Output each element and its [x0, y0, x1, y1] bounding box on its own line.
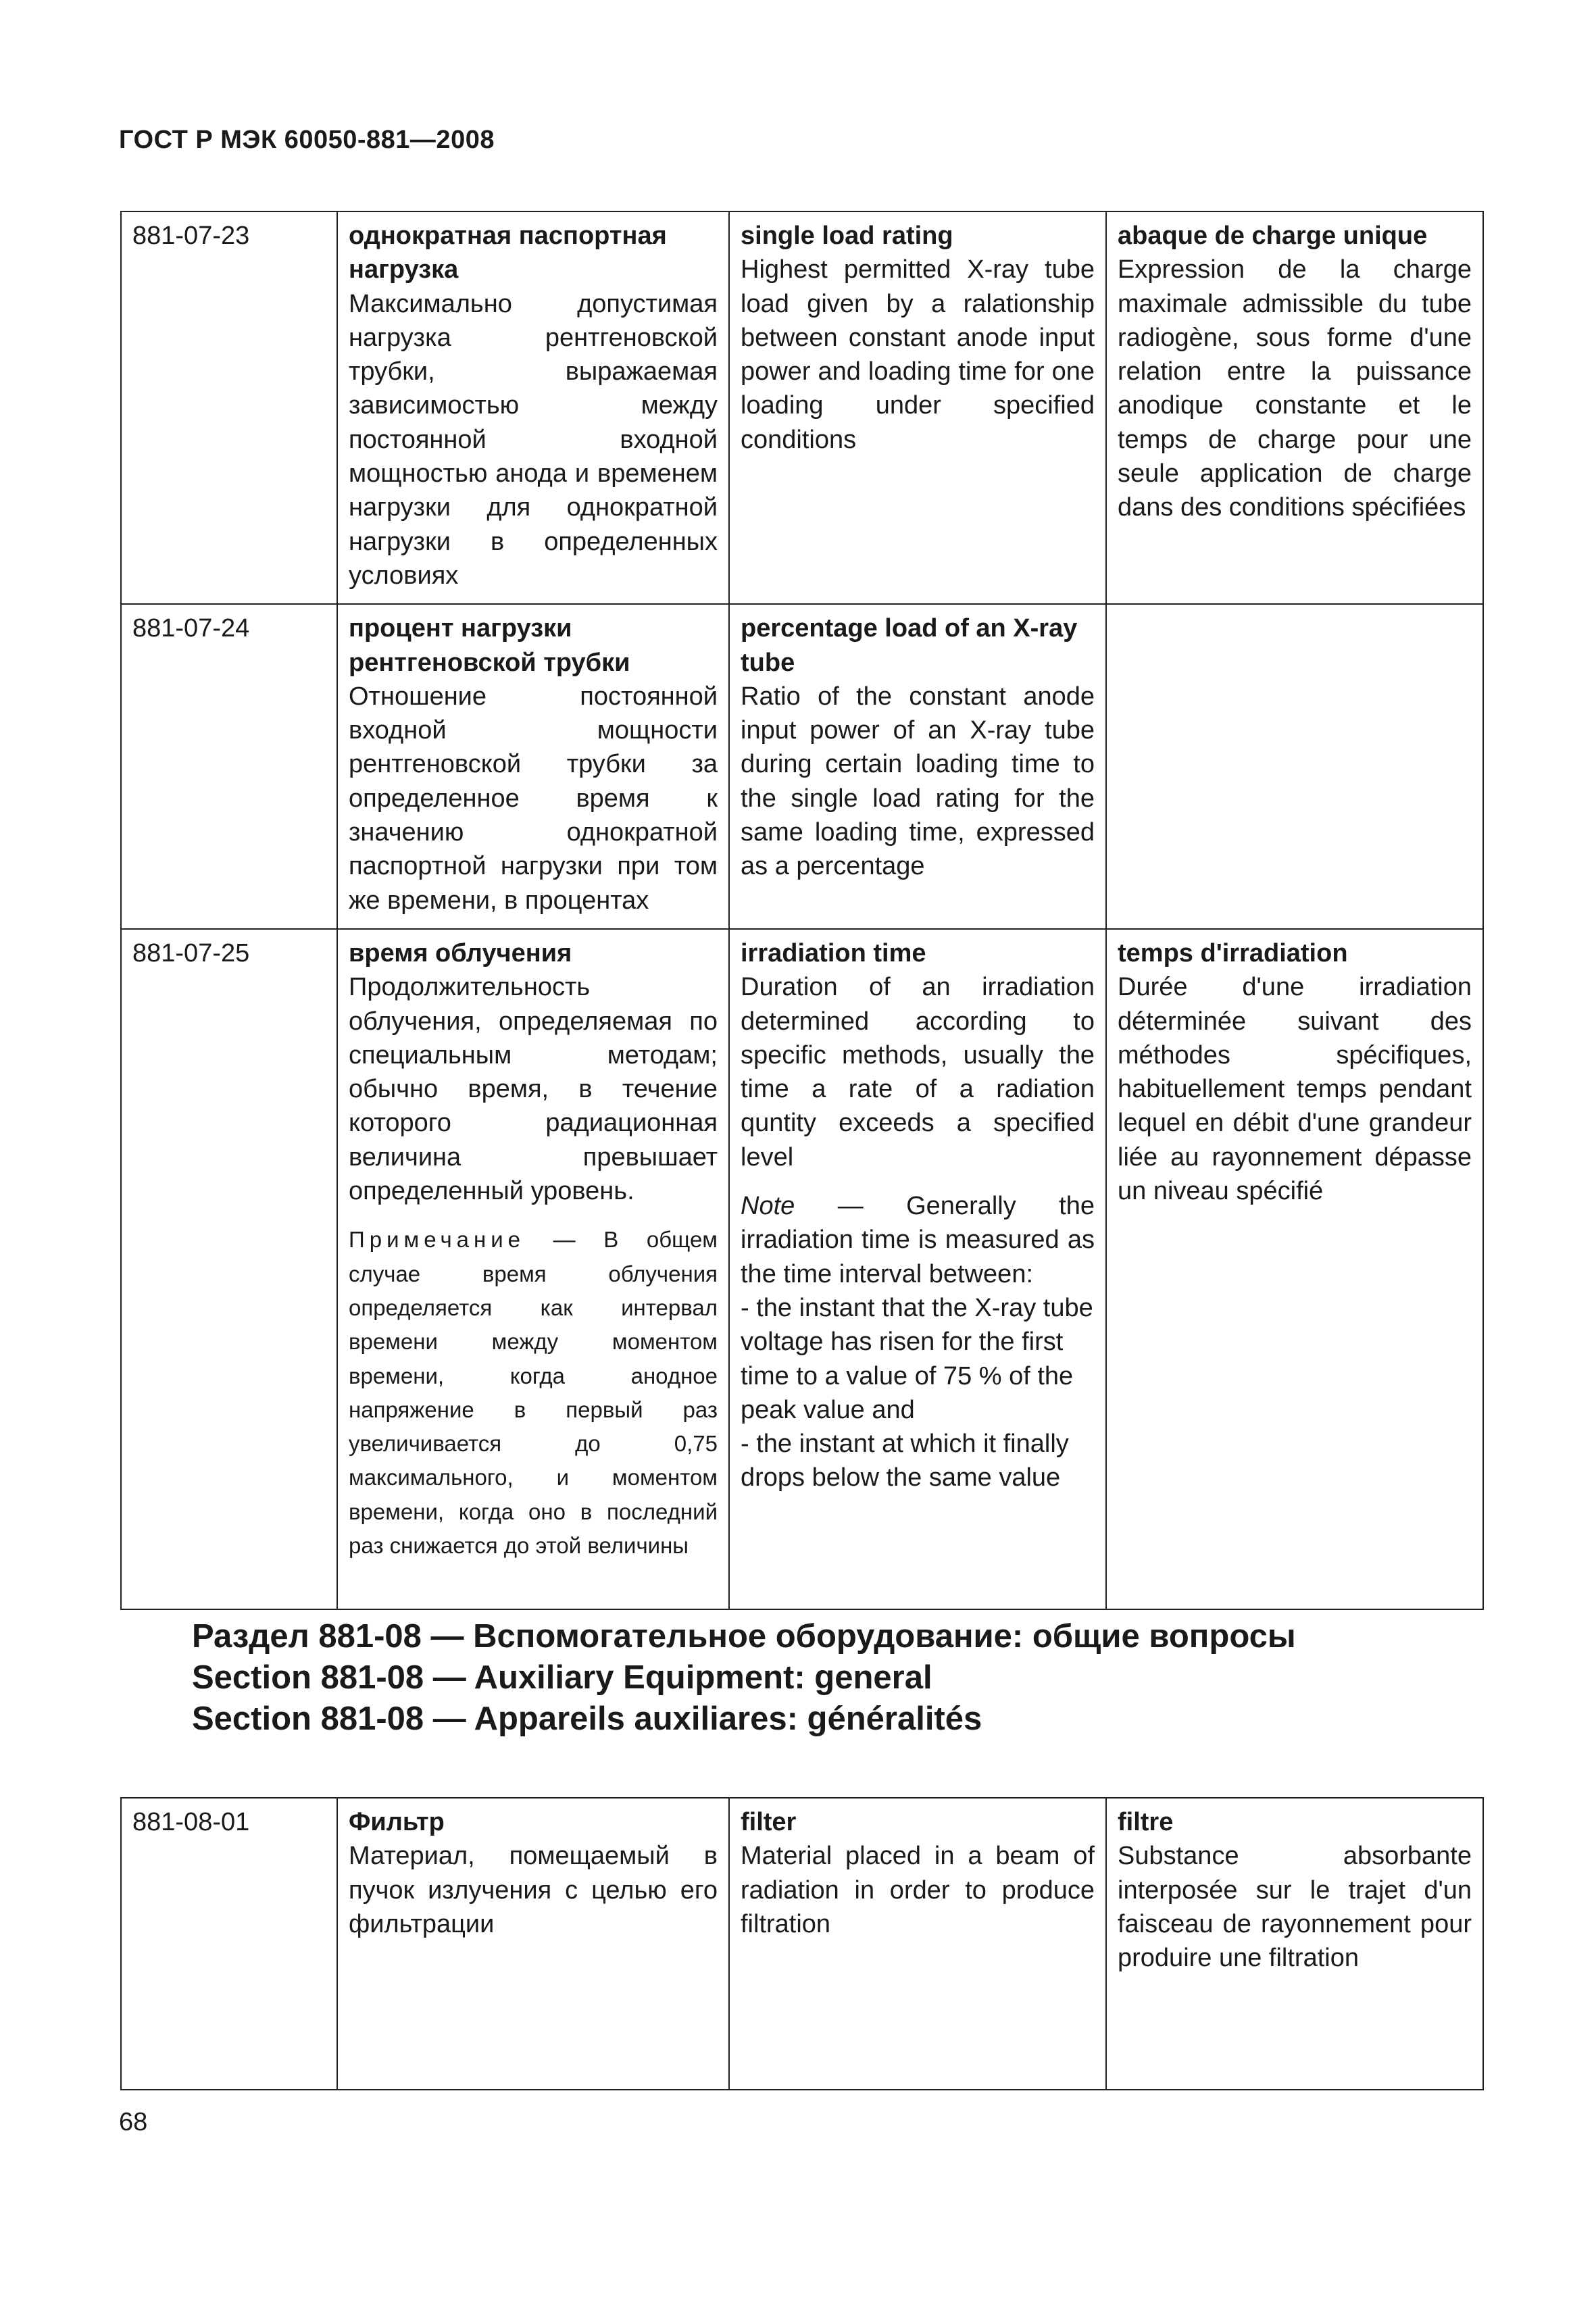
page-number: 68 — [119, 2108, 148, 2136]
ru-cell — [337, 604, 729, 929]
fr-cell — [1106, 604, 1483, 929]
en-note-item: - the instant at which it finally drops below the same value — [741, 1430, 1069, 1492]
ru-cell — [337, 1798, 729, 2090]
en-note-item: - the instant that the X-ray tube voltage has risen for the first time to a value of 75 % of the peak value and — [741, 1293, 1093, 1424]
en-cell — [729, 211, 1106, 604]
fr-cell — [1106, 211, 1483, 604]
en-note-label: Note — [741, 1192, 795, 1221]
document-header: ГОСТ Р МЭК 60050-881—2008 — [119, 126, 495, 154]
fr-term: abaque de charge unique — [1118, 222, 1428, 250]
table-row — [121, 929, 1483, 1609]
en-term: percentage load of an X-ray tube — [741, 614, 1078, 677]
table-row — [121, 1798, 1483, 2090]
en-note-text: — Generally the irradiation time is measured as the time interval between: — [741, 1192, 1095, 1288]
en-term: irradiation time — [741, 938, 926, 967]
ru-term: Фильтр — [349, 1808, 445, 1836]
ru-term: однократная паспортная нагрузка — [349, 222, 667, 284]
en-definition: Material placed in a beam of radiation in order to produce filtration — [741, 1842, 1095, 1938]
section-title-en: Section 881-08 — Auxiliary Equipment: general — [192, 1659, 932, 1696]
term-number: 881-07-24 — [121, 604, 337, 929]
table-row — [121, 604, 1483, 929]
en-definition: Highest permitted X-ray tube load given by a ralationship between constant anode input power and loading time for one loading under specified conditions — [741, 255, 1095, 454]
term-number: 881-08-01 — [121, 1798, 337, 2090]
fr-definition: Durée d'une irradiation déterminée suivant des méthodes spécifiques, habituellement temps pendant lequel en débit d'une grandeur liée au rayonnement dépasse un niveau spécifié — [1118, 973, 1472, 1206]
terms-table — [120, 1797, 1484, 2090]
section-title-fr: Section 881-08 — Appareils auxiliares: généralités — [192, 1701, 982, 1737]
fr-term: filtre — [1118, 1808, 1174, 1836]
en-definition: Duration of an irradiation determined according to specific methods, usually the time a rate of a radiation quntity exceeds a specified level — [741, 973, 1095, 1172]
ru-cell — [337, 211, 729, 604]
en-cell — [729, 604, 1106, 929]
en-cell — [729, 1798, 1106, 2090]
term-number: 881-07-23 — [121, 211, 337, 604]
fr-definition: Substance absorbante interposée sur le trajet d'un faisceau de rayonnement pour produire une filtration — [1118, 1842, 1472, 1973]
ru-definition: Продолжительность облучения, определяемая по специальным методам; обычно время, в течение которого радиационная величина превышает определенный уровень. — [349, 973, 718, 1206]
en-note — [741, 1189, 1095, 1291]
fr-definition: Expression de la charge maximale admissible du tube radiogène, sous forme d'une relation entre la puissance anodique constante et le temps de charge pour une seule application de charge dans des conditions spécifiées — [1118, 255, 1472, 522]
en-cell — [729, 929, 1106, 1609]
fr-cell — [1106, 929, 1483, 1609]
ru-definition: Максимально допустимая нагрузка рентгеновской трубки, выражаемая зависимостью между постоянной входной мощностью анода и временем нагрузки для однократной нагрузки в определенных условиях — [349, 289, 718, 590]
ru-term: время облучения — [349, 938, 572, 967]
ru-definition: Материал, помещаемый в пучок излучения с целью его фильтрации — [349, 1842, 718, 1938]
ru-note-text: — В общем случае время облучения определяется как интервал времени между моментом времени, когда анодное напряжение в первый раз увеличивается до 0,75 максимального, и моментом времени, когда оно в последний раз снижается до этой величины — [349, 1227, 718, 1558]
table-row — [121, 211, 1483, 604]
fr-term: temps d'irradiation — [1118, 938, 1348, 967]
terms-table — [120, 211, 1484, 1610]
ru-note-label: Примечание — [349, 1227, 526, 1253]
fr-cell — [1106, 1798, 1483, 2090]
section-heading — [192, 1616, 1296, 1740]
ru-definition: Отношение постоянной входной мощности рентгеновской трубки за определенное время к значению однократной паспортной нагрузки при том же времени, в процентах — [349, 682, 718, 915]
en-term: filter — [741, 1808, 797, 1836]
ru-note — [349, 1223, 718, 1563]
en-definition: Ratio of the constant anode input power of an X-ray tube during certain loading time to the single load rating for the same loading time, expressed as a percentage — [741, 682, 1095, 881]
en-term: single load rating — [741, 222, 953, 250]
term-number: 881-07-25 — [121, 929, 337, 1609]
section-title-ru: Раздел 881-08 — Вспомогательное оборудование: общие вопросы — [192, 1618, 1296, 1655]
ru-cell — [337, 929, 729, 1609]
ru-term: процент нагрузки рентгеновской трубки — [349, 614, 630, 677]
